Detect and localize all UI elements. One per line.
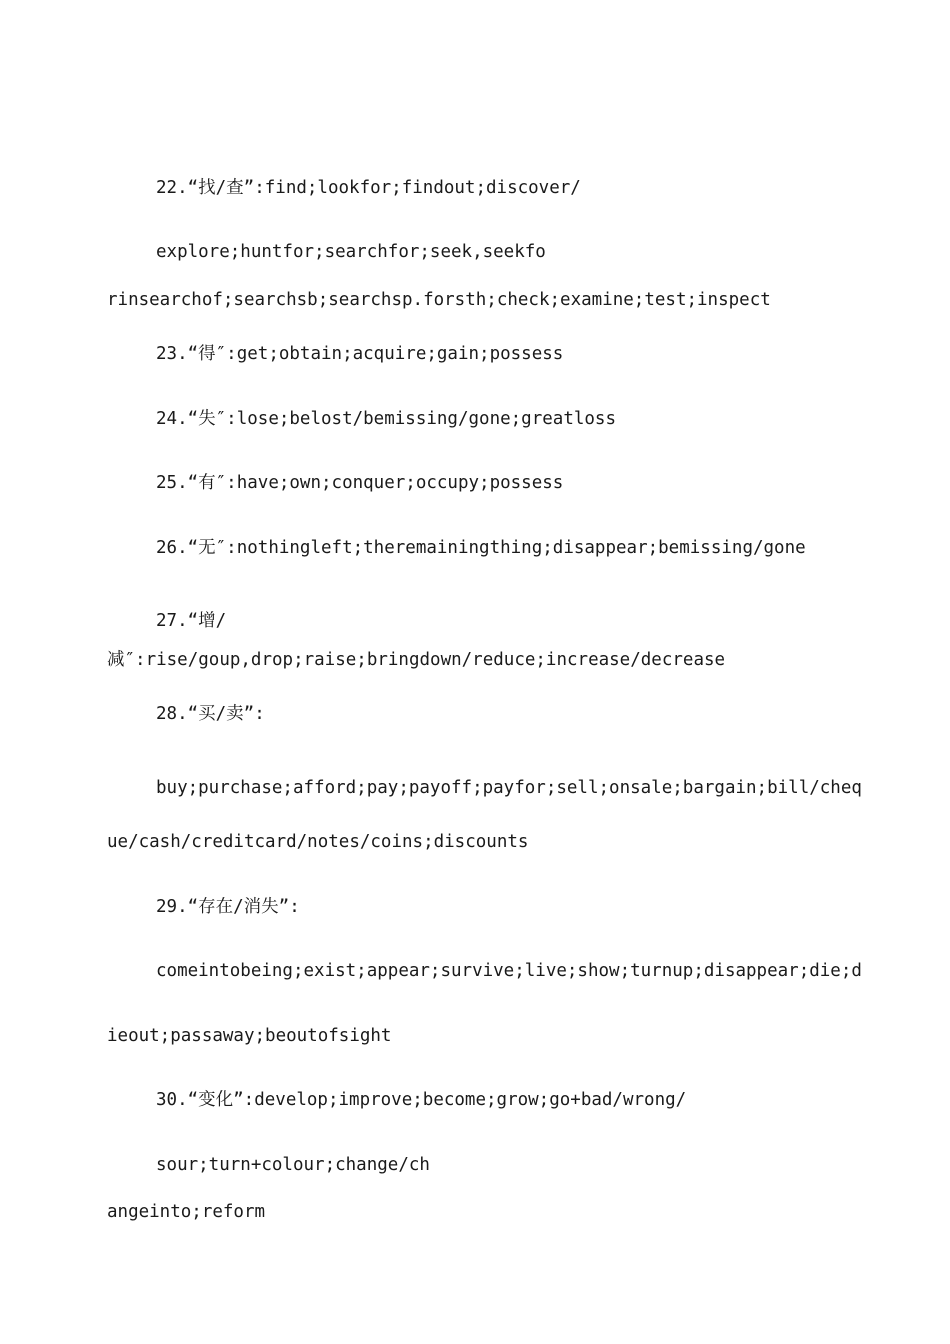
text-line-28-cont: buy;purchase;afford;pay;payoff;payfor;sell;onsale;bargain;bill/cheq <box>156 778 862 798</box>
text-line-28-cont2: ue/cash/creditcard/notes/coins;discounts <box>107 832 529 852</box>
text-line-29-cont2: ieout;passaway;beoutofsight <box>107 1026 392 1046</box>
text-line-27-cont: 减″:rise/goup,drop;raise;bringdown/reduce;increase/decrease <box>107 650 726 670</box>
text-line-28: 28.“买/卖”: <box>156 704 265 724</box>
text-line-27: 27.“增/ <box>156 611 227 631</box>
text-line-30: 30.“变化”:develop;improve;become;grow;go+bad/wrong/ <box>156 1090 687 1110</box>
text-line-29: 29.“存在/消失”: <box>156 897 300 917</box>
text-line-30-cont: sour;turn+colour;change/ch <box>156 1155 430 1175</box>
text-line-25: 25.“有″:have;own;conquer;occupy;possess <box>156 473 564 493</box>
text-line-26: 26.“无″:nothingleft;theremainingthing;disappear;bemissing/gone <box>156 538 806 558</box>
text-line-29-cont: comeintobeing;exist;appear;survive;live;show;turnup;disappear;die;d <box>156 961 862 981</box>
text-line-24: 24.“失″:lose;belost/bemissing/gone;greatloss <box>156 409 617 429</box>
text-line-22-cont2: rinsearchof;searchsb;searchsp.forsth;check;examine;test;inspect <box>107 290 771 310</box>
text-line-22: 22.“找/查”:find;lookfor;findout;discover/ <box>156 178 581 198</box>
text-line-23: 23.“得″:get;obtain;acquire;gain;possess <box>156 344 564 364</box>
text-line-22-cont: explore;huntfor;searchfor;seek,seekfo <box>156 242 546 262</box>
text-line-30-cont2: angeinto;reform <box>107 1202 266 1222</box>
